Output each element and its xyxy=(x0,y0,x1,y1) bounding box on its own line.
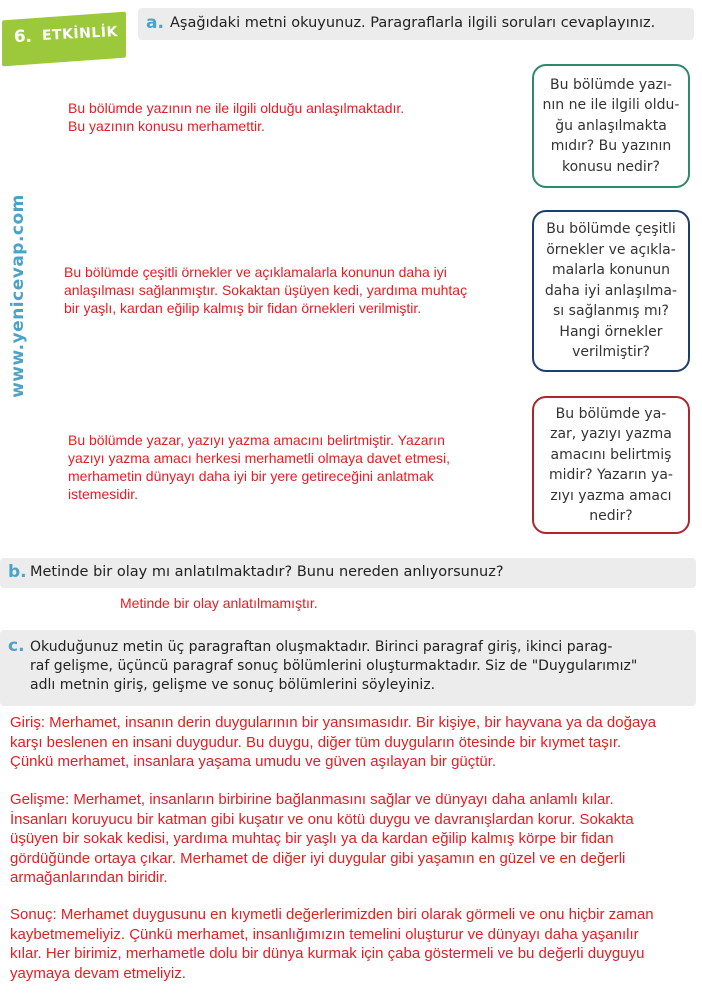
answer-b: Metinde bir olay anlatılmamıştır. xyxy=(120,595,318,611)
watermark-text: www.yenicevap.com xyxy=(8,193,28,398)
answer-c-introduction: Giriş: Merhamet, insanın derin duygularının bir yansımasıdır. Bir kişiye, bir hayvana ya da doğaya karşı beslenen en insani duygudur. Bu duygu, diğer tüm duyguların ötesinde bir kıymet taşır. Çünkü merhamet, insanlara yaşama umudu ve güven aşılayan bir güçtür. xyxy=(10,714,657,770)
question-b-text: Metinde bir olay mı anlatılmaktadır? Bunu nereden anlıyorsunuz? xyxy=(30,564,504,580)
activity-label: ETKİNLİK xyxy=(41,24,119,44)
answer-c-conclusion: Sonuç: Merhamet duygusunu en kıymetli değerlerimizden biri olarak görmeli ve onu hiçbir zaman kaybetmemeliyiz. Çünkü merhamet, insanlığımızın temelini oluşturur ve dünyayı daha yaşanılır kılar. Her birimiz, merhametle dolu bir dünya kurmak için çaba göstermeli ve bu değerli duyguyu yaymaya devam etmeliyiz. xyxy=(10,906,654,982)
question-box-2: Bu bölümde çeşitli örnekler ve açıkla- malarla konunun daha iyi anlaşılma- sı sağlanmış mı? Hangi örnekler verilmiştir? xyxy=(532,210,690,372)
question-c-text: Okuduğunuz metin üç paragraftan oluşmaktadır. Birinci paragraf giriş, ikinci parag- raf gelişme, üçüncü paragraf sonuç bölümlerini oluşturmaktadır. Siz de "Duygularımız" adlı metnin giriş, gelişme ve sonuç bölümlerini söyleyiniz. xyxy=(30,639,638,693)
question-a-text: Aşağıdaki metni okuyunuz. Paragraflarla ilgili soruları cevaplayınız. xyxy=(170,15,656,31)
answer-c-development: Gelişme: Merhamet, insanların birbirine bağlanmasını sağlar ve dünyayı daha anlamlı kılar. İnsanları koruyucu bir katman gibi kuşatır ve onu kötü duygu ve davranışlardan korur. Sokakta üşüyen bir sokak kedisi, yardıma muhtaç bir yaşlı ya da kardan eğilip kalmış körpe bir fidan gördüğünde ortaya çıkar. Merhamet de diğer iyi duygular gibi yaşamın en güzel ve en değerli armağanlarından biridir. xyxy=(10,791,634,886)
answer-paragraph-1: Bu bölümde yazının ne ile ilgili olduğu anlaşılmaktadır. Bu yazının konusu merhamettir. xyxy=(68,100,405,134)
question-b-letter: b. xyxy=(8,562,27,582)
activity-badge xyxy=(2,6,128,62)
answer-paragraph-3: Bu bölümde yazar, yazıyı yazma amacını belirtmiştir. Yazarın yazıyı yazma amacı herkesi merhametli olmaya davet etmesi, merhametin dünyayı daha iyi bir yere getireceğini anlatmak istemesidir. xyxy=(68,432,451,502)
question-a-bar xyxy=(138,8,694,40)
answer-paragraph-2: Bu bölümde çeşitli örnekler ve açıklamalarla konunun daha iyi anlaşılması sağlanmıştır. Sokaktan üşüyen kedi, yardıma muhtaç bir yaşlı, kardan eğilip kalmış bir fidan örnekleri verilmiştir. xyxy=(64,264,468,316)
question-a-letter: a. xyxy=(146,13,164,33)
question-c-bar xyxy=(0,630,696,706)
activity-number: 6. xyxy=(13,27,33,47)
question-b-bar xyxy=(0,558,696,588)
question-box-1: Bu bölümde yazı- nın ne ile ilgili oldu- ğu anlaşılmakta mıdır? Bu yazının konusu nedir? xyxy=(532,64,690,188)
question-c-letter: c. xyxy=(8,636,25,656)
question-box-3: Bu bölümde ya- zar, yazıyı yazma amacını belirtmiş midir? Yazarın ya- zıyı yazma amacı nedir? xyxy=(532,396,690,534)
watermark xyxy=(4,183,32,408)
